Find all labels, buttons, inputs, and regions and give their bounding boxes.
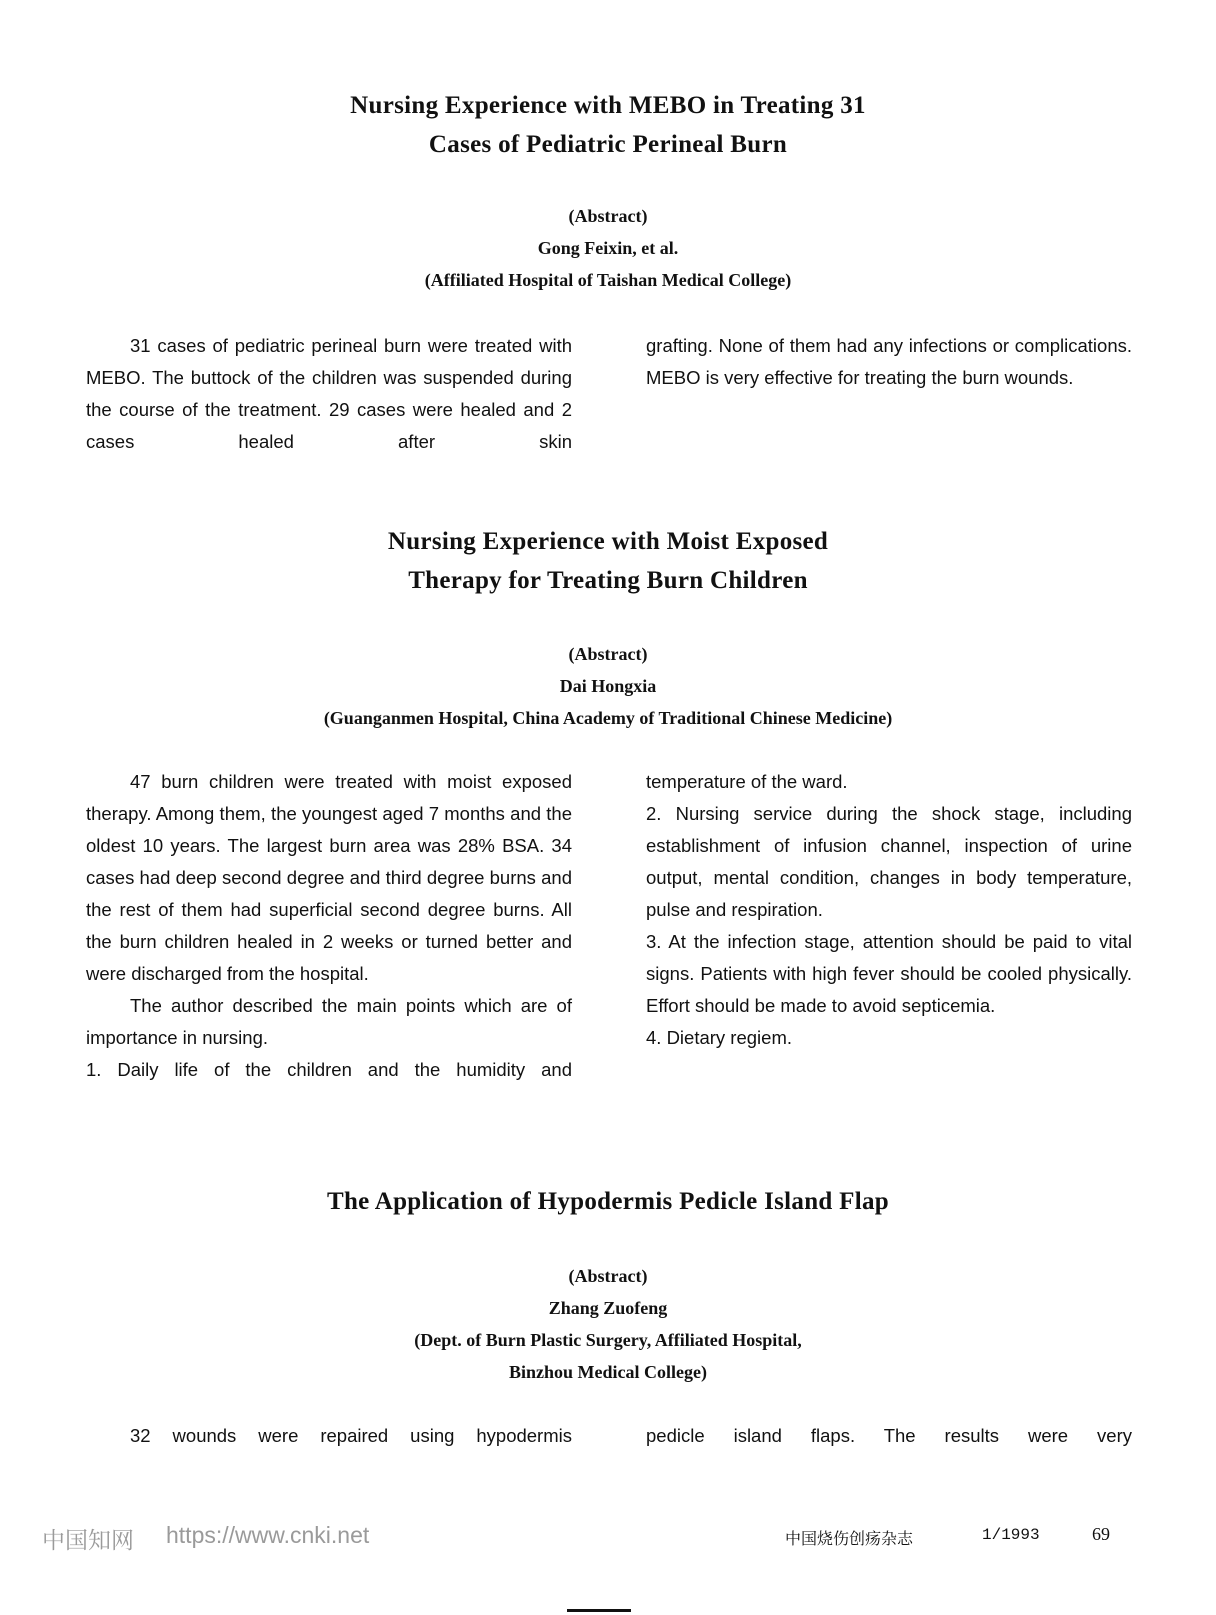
affiliation: (Guanganmen Hospital, China Academy of Traditional Chinese Medicine) — [323, 708, 893, 728]
paragraph: 2. Nursing service during the shock stage, including establishment of infusion channel, inspection of urine output, mental condition, changes in body temperature, pulse and respiration. — [646, 803, 1132, 920]
bottom-rule — [567, 1609, 631, 1612]
affiliation: Binzhou Medical College) — [509, 1362, 707, 1382]
left-column — [86, 766, 572, 1086]
article-title: The Application of Hypodermis Pedicle Island Flap — [327, 1188, 889, 1215]
article-3-meta — [0, 1260, 1216, 1388]
paragraph: 4. Dietary regiem. — [646, 1027, 792, 1048]
article-2 — [0, 522, 1216, 600]
right-column — [646, 766, 1132, 1054]
issue-number: 1/1993 — [982, 1526, 1040, 1544]
article-title: Nursing Experience with MEBO in Treating 31 Cases of Pediatric Perineal Burn — [350, 92, 866, 158]
watermark-brand: 中国知网 — [42, 1527, 134, 1553]
page-number: 69 — [1092, 1524, 1110, 1544]
affiliation: (Affiliated Hospital of Taishan Medical College) — [424, 270, 792, 290]
watermark-url[interactable]: https://www.cnki.net — [166, 1522, 370, 1548]
right-column — [646, 1420, 1132, 1452]
paragraph: 31 cases of pediatric perineal burn were treated with MEBO. The buttock of the children was suspended during the course of the treatment. 29 cases were healed and 2 cases healed after skin — [86, 335, 572, 452]
paragraph: temperature of the ward. — [646, 771, 848, 792]
right-column — [646, 330, 1132, 394]
abstract-label: (Abstract) — [568, 206, 648, 226]
author: Dai Hongxia — [559, 676, 657, 696]
article-1-meta — [0, 200, 1216, 296]
article-1 — [0, 86, 1216, 164]
paragraph: The author described the main points which are of importance in nursing. — [86, 995, 572, 1048]
paragraph: 3. At the infection stage, attention should be paid to vital signs. Patients with high fever should be cooled physically. Effort should be made to avoid septicemia. — [646, 931, 1132, 1016]
abstract-label: (Abstract) — [568, 1266, 648, 1286]
author: Zhang Zuofeng — [548, 1298, 668, 1318]
abstract-label: (Abstract) — [568, 644, 648, 664]
journal-name: 中国烧伤创疡杂志 — [785, 1531, 914, 1548]
page-footer — [0, 1522, 1216, 1562]
article-3 — [0, 1182, 1216, 1221]
left-column — [86, 330, 572, 458]
article-2-meta — [0, 638, 1216, 734]
paragraph: 32 wounds were repaired using hypodermis — [130, 1425, 572, 1446]
affiliation: (Dept. of Burn Plastic Surgery, Affiliated Hospital, — [414, 1330, 802, 1350]
paragraph: 1. Daily life of the children and the humidity and — [86, 1059, 572, 1080]
author: Gong Feixin, et al. — [537, 238, 679, 258]
paragraph: grafting. None of them had any infections or complications. MEBO is very effective for treating the burn wounds. — [646, 335, 1132, 388]
left-column — [86, 1420, 572, 1452]
paragraph: 47 burn children were treated with moist exposed therapy. Among them, the youngest aged 7 months and the oldest 10 years. The largest burn area was 28% BSA. 34 cases had deep second degree and third degree burns and the rest of them had superficial second degree burns. All the burn children healed in 2 weeks or turned better and were discharged from the hospital. — [86, 771, 572, 984]
article-title: Nursing Experience with Moist Exposed Therapy for Treating Burn Children — [387, 528, 829, 594]
paragraph: pedicle island flaps. The results were very — [646, 1425, 1132, 1446]
